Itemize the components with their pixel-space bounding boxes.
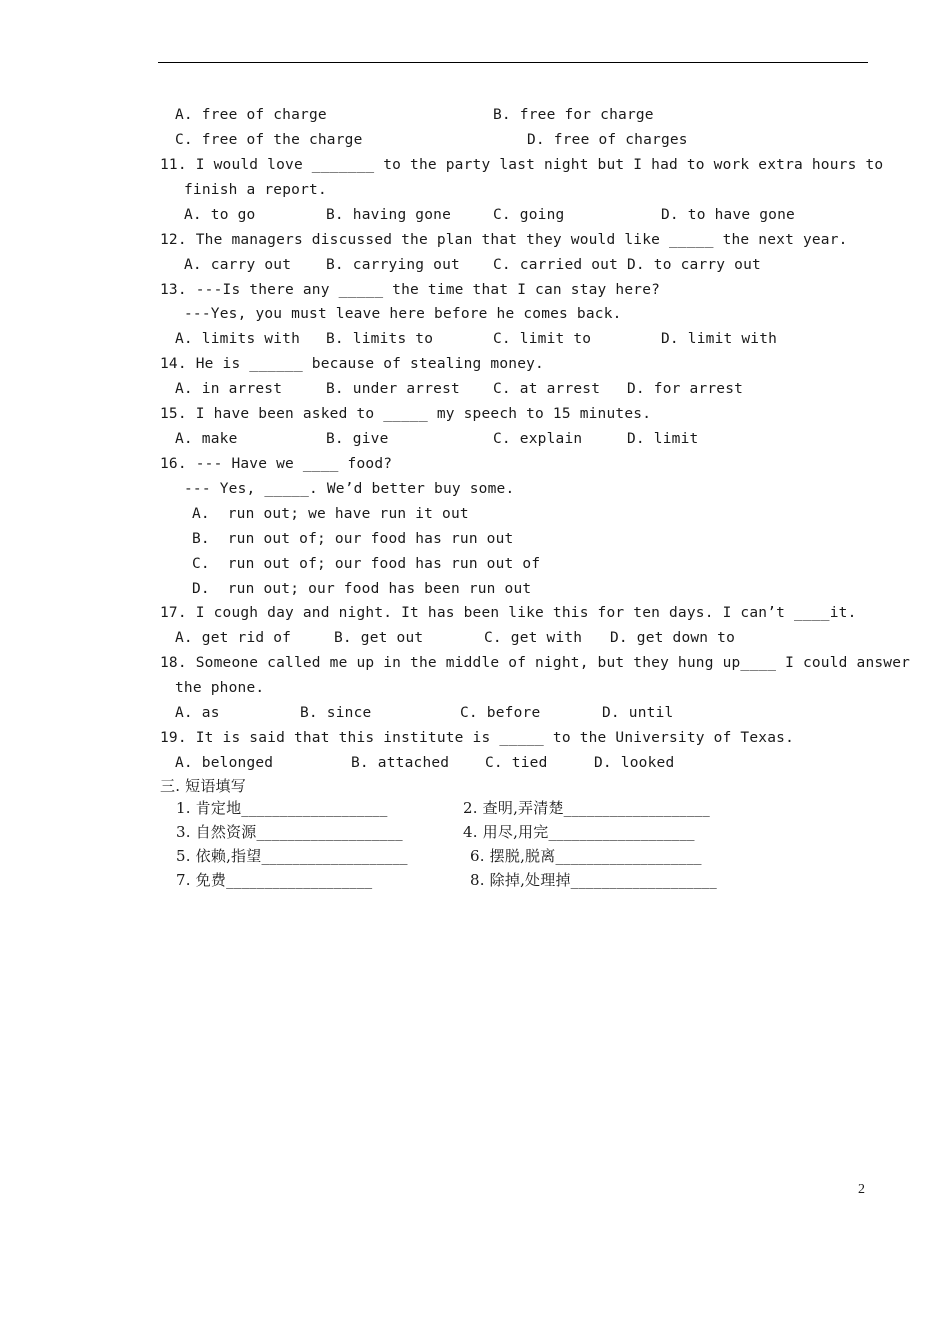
option-c: C. free of the charge	[175, 132, 363, 148]
option-b: B. free for charge	[493, 107, 654, 123]
option-d: D. get down to	[610, 630, 736, 646]
question-13: 13. ---Is there any _____ the time that I can stay here?	[160, 282, 661, 298]
option-d: D. limit	[627, 431, 699, 447]
option-b: B. since	[300, 705, 372, 721]
question-18-cont: the phone.	[175, 680, 265, 696]
question-11-cont: finish a report.	[184, 182, 327, 198]
option-b: B. run out of; our food has run out	[192, 531, 514, 547]
option-a: A. in arrest	[175, 381, 283, 397]
option-b: B. attached	[351, 755, 450, 771]
option-c: C. tied	[485, 755, 548, 771]
option-d: D. for arrest	[627, 381, 744, 397]
phrase-blank: 6. 摆脱,脱离___________________	[470, 847, 702, 865]
section-heading: 三. 短语填写	[160, 777, 246, 795]
option-c: C. carried out	[493, 257, 619, 273]
question-14: 14. He is ______ because of stealing money.	[160, 356, 544, 372]
question-19: 19. It is said that this institute is _____ to the University of Texas.	[160, 730, 795, 746]
option-a: A. get rid of	[175, 630, 292, 646]
option-c: C. at arrest	[493, 381, 601, 397]
option-c: C. limit to	[493, 331, 592, 347]
question-17: 17. I cough day and night. It has been like this for ten days. I can’t ____it.	[160, 605, 857, 621]
page-number: 2	[858, 1182, 865, 1197]
option-b: B. under arrest	[326, 381, 460, 397]
option-a: A. free of charge	[175, 107, 327, 123]
option-c: C. explain	[493, 431, 583, 447]
option-a: A. carry out	[184, 257, 292, 273]
phrase-blank: 7. 免费___________________	[176, 871, 373, 889]
option-b: B. give	[326, 431, 389, 447]
option-b: B. having gone	[326, 207, 452, 223]
option-d: D. run out; our food has been run out	[192, 581, 532, 597]
question-16-reply: --- Yes, _____. We’d better buy some.	[184, 481, 515, 497]
phrase-blank: 5. 依赖,指望___________________	[176, 847, 408, 865]
option-a: A. to go	[184, 207, 256, 223]
option-b: B. carrying out	[326, 257, 460, 273]
option-c: C. before	[460, 705, 541, 721]
question-15: 15. I have been asked to _____ my speech to 15 minutes.	[160, 406, 652, 422]
option-d: D. to have gone	[661, 207, 795, 223]
option-a: A. make	[175, 431, 238, 447]
option-c: C. going	[493, 207, 565, 223]
option-d: D. to carry out	[627, 257, 761, 273]
option-a: A. as	[175, 705, 220, 721]
option-b: B. get out	[334, 630, 424, 646]
phrase-blank: 2. 查明,弄清楚___________________	[463, 799, 710, 817]
header-rule	[158, 62, 868, 63]
option-b: B. limits to	[326, 331, 434, 347]
option-a: A. belonged	[175, 755, 274, 771]
phrase-blank: 4. 用尽,用完___________________	[463, 823, 695, 841]
question-11: 11. I would love _______ to the party last night but I had to work extra hours to	[160, 157, 884, 173]
option-d: D. looked	[594, 755, 675, 771]
option-a: A. run out; we have run it out	[192, 506, 469, 522]
phrase-blank: 8. 除掉,处理掉___________________	[470, 871, 717, 889]
phrase-blank: 3. 自然资源___________________	[176, 823, 403, 841]
question-12: 12. The managers discussed the plan that they would like _____ the next year.	[160, 232, 848, 248]
question-16: 16. --- Have we ____ food?	[160, 456, 393, 472]
option-d: D. limit with	[661, 331, 778, 347]
option-c: C. run out of; our food has run out of	[192, 556, 541, 572]
option-d: D. until	[602, 705, 674, 721]
question-18: 18. Someone called me up in the middle of night, but they hung up____ I could answer	[160, 655, 911, 671]
option-a: A. limits with	[175, 331, 301, 347]
question-13-reply: ---Yes, you must leave here before he comes back.	[184, 306, 622, 322]
phrase-blank: 1. 肯定地___________________	[176, 799, 388, 817]
option-c: C. get with	[484, 630, 583, 646]
option-d: D. free of charges	[527, 132, 688, 148]
